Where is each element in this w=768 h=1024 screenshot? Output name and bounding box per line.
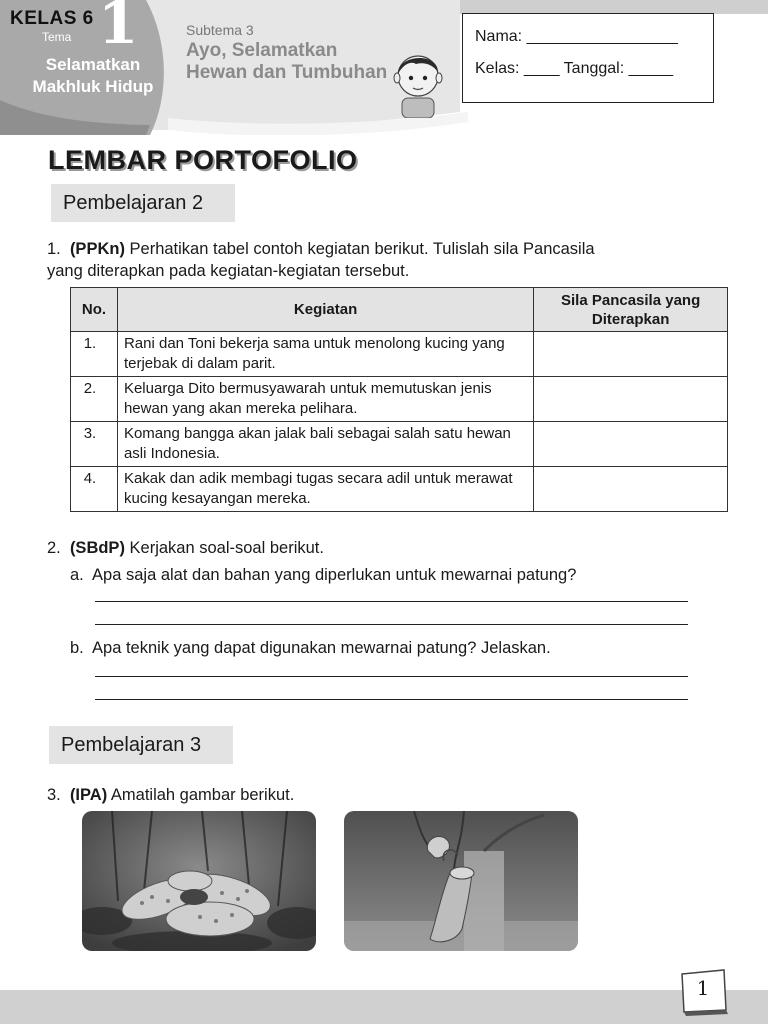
nama-field[interactable]: Nama: _________________	[475, 28, 678, 45]
row-kegiatan: Keluarga Dito bermusyawarah untuk memutuskan jenis hewan yang akan mereka pelihara.	[117, 377, 533, 422]
page-number: 1	[696, 976, 710, 1000]
table-row	[71, 467, 728, 512]
row-no: 3.	[71, 422, 118, 467]
table-row	[71, 377, 728, 422]
row-kegiatan: Kakak dan adik membagi tugas secara adil untuk merawat kucing kesayangan mereka.	[117, 467, 533, 512]
question-3	[47, 784, 294, 806]
section-pembelajaran-3: Pembelajaran 3	[49, 726, 233, 764]
question-1	[47, 238, 727, 282]
section-pembelajaran-2: Pembelajaran 2	[51, 184, 235, 222]
table-header-kegiatan: Kegiatan	[117, 288, 533, 332]
row-sila-answer[interactable]	[534, 467, 728, 512]
q2-text: Kerjakan soal-soal berikut.	[124, 539, 324, 557]
q3-text: Amatilah gambar berikut.	[107, 786, 295, 804]
q1-subject: (PPKn)	[69, 240, 125, 258]
tema-title: Selamatkan Makhluk Hidup	[32, 55, 154, 96]
q2-subject: (SBdP)	[69, 539, 125, 557]
answer-line[interactable]	[95, 699, 688, 700]
q2b-label: b.	[70, 639, 84, 657]
row-sila-answer[interactable]	[534, 332, 728, 377]
row-sila-answer[interactable]	[534, 377, 728, 422]
kelas-tanggal-field[interactable]: Kelas: ____ Tanggal: _____	[475, 60, 674, 77]
subtema-label: Subtema 3	[186, 22, 254, 38]
kegiatan-table	[70, 287, 728, 512]
table-row	[71, 332, 728, 377]
question-2a	[70, 564, 576, 586]
question-2	[47, 537, 324, 559]
table-header-no: No.	[71, 288, 118, 332]
tema-label: Tema	[42, 30, 72, 44]
row-no: 4.	[71, 467, 118, 512]
row-no: 2.	[71, 377, 118, 422]
table-header-sila: Sila Pancasila yang Diterapkan	[534, 288, 728, 332]
rafflesia-photo	[82, 811, 316, 951]
answer-line[interactable]	[95, 601, 688, 602]
answer-line[interactable]	[95, 676, 688, 677]
table-row	[71, 422, 728, 467]
row-kegiatan: Rani dan Toni bekerja sama untuk menolong kucing yang terjebak di dalam parit.	[117, 332, 533, 377]
q2a-text: Apa saja alat dan bahan yang diperlukan untuk mewarnai patung?	[92, 566, 577, 584]
identity-box	[462, 13, 714, 103]
row-sila-answer[interactable]	[534, 422, 728, 467]
q1-text-line2: yang diterapkan pada kegiatan-kegiatan tersebut.	[47, 262, 410, 280]
q2b-text: Apa teknik yang dapat digunakan mewarnai patung? Jelaskan.	[92, 639, 551, 657]
boy-illustration	[388, 46, 448, 118]
row-no: 1.	[71, 332, 118, 377]
q1-text-line1: Perhatikan tabel contoh kegiatan berikut. Tulislah sila Pancasila	[124, 240, 595, 258]
pitcher-plant-photo	[344, 811, 578, 951]
q2-number: 2.	[47, 539, 61, 557]
question-2b	[70, 637, 551, 659]
answer-line[interactable]	[95, 624, 688, 625]
q2a-label: a.	[70, 566, 84, 584]
page-title: LEMBAR PORTOFOLIO	[48, 145, 358, 175]
subtema-title: Ayo, Selamatkan Hewan dan Tumbuhan	[186, 40, 388, 83]
row-kegiatan: Komang bangga akan jalak bali sebagai salah satu hewan asli Indonesia.	[117, 422, 533, 467]
q3-subject: (IPA)	[69, 786, 108, 804]
q3-number: 3.	[47, 786, 61, 804]
tema-number: 1	[98, 0, 139, 57]
footer-bar	[0, 990, 768, 1024]
q1-number: 1.	[47, 240, 61, 258]
kelas-label: KELAS 6	[10, 8, 94, 29]
